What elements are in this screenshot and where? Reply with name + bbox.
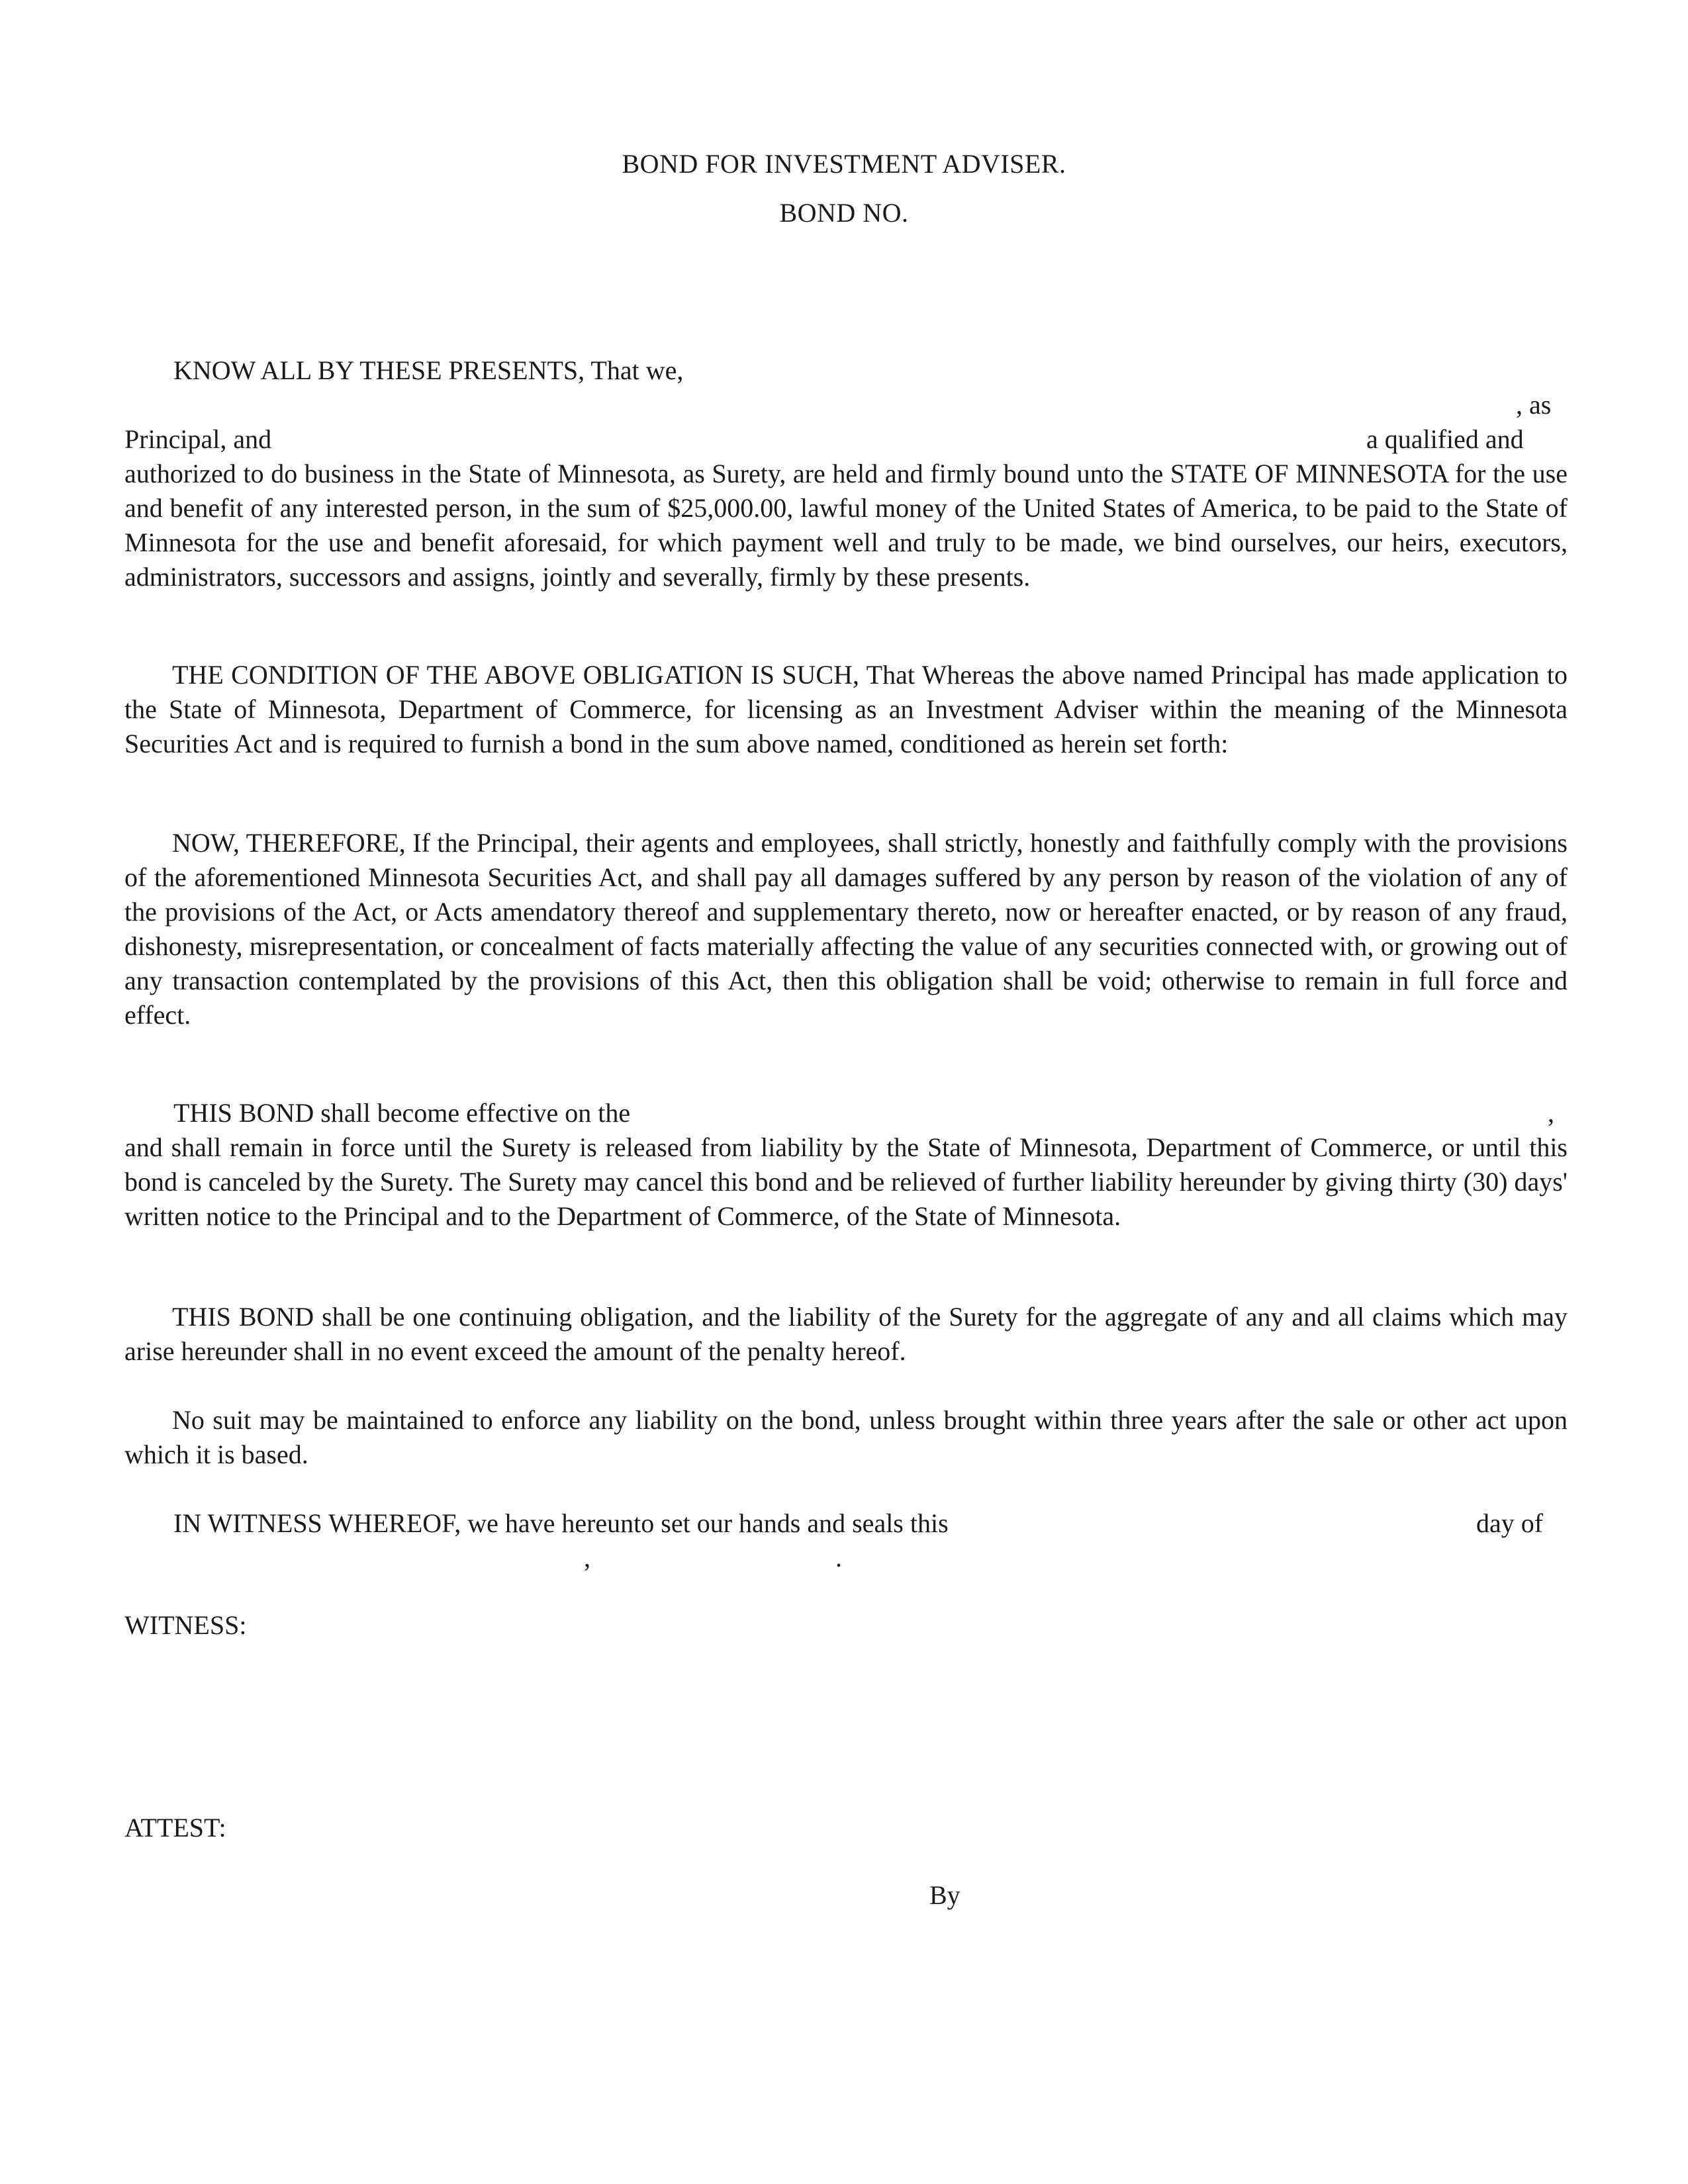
by-label: By — [929, 1880, 961, 1910]
now-therefore-text: NOW, THEREFORE, If the Principal, their agents and employees, shall strictly, honestly and faithfully comply with the provisions of the aforementioned Minnesota Securities Act, and shall pay all damages suffered by any person by reason of the violation of any of the provisions of the Act, or Acts amendatory thereof and supplementary thereto, now or hereafter enacted, or by reason of any fraud, dishonesty, misrepresentation, or concealment of facts materially affecting the value of any securities connected with, or growing out of any transaction contemplated by the provisions of this Act, then this obligation shall be void; otherwise to remain in full force and effect. — [124, 828, 1568, 1030]
effective-body-text: and shall remain in force until the Surety is released from liability by the State of Minnesota, Department of Commerce, or until this bond is canceled by the Surety. The Surety may cancel this bond and be relieved of further liability hereunder by giving thirty (30) days' written notice to the Principal and to the Department of Commerce, of the State of Minnesota. — [124, 1132, 1568, 1231]
continuing-paragraph — [124, 1300, 1568, 1369]
day-of-label: day of — [1476, 1508, 1544, 1538]
witness-whereof-opening: IN WITNESS WHEREOF, we have hereunto set our hands and seals this — [173, 1508, 949, 1538]
know-all-as: , as — [1516, 390, 1552, 420]
qualified-and-label: a qualified and — [1366, 424, 1524, 454]
bond-number-label: BOND NO. — [779, 198, 909, 228]
condition-text: THE CONDITION OF THE ABOVE OBLIGATION IS SUCH, That Whereas the above named Principal has made application to the State of Minnesota, Department of Commerce, for licensing as an Investment Adviser within the meaning of the Minnesota Securities Act and is required to furnish a bond in the sum above named, conditioned as herein set forth: — [124, 660, 1568, 758]
condition-paragraph — [124, 658, 1568, 761]
no-suit-paragraph — [124, 1403, 1568, 1472]
now-therefore-paragraph — [124, 826, 1568, 1032]
witness-label: WITNESS: — [124, 1610, 247, 1640]
attest-label: ATTEST: — [124, 1813, 226, 1843]
know-all-body — [124, 457, 1568, 594]
effective-comma: , — [1548, 1098, 1554, 1128]
document-title: BOND FOR INVESTMENT ADVISER. — [622, 149, 1066, 179]
date-comma: , — [584, 1543, 590, 1572]
effective-opening: THIS BOND shall become effective on the — [173, 1098, 631, 1128]
know-all-body-text: authorized to do business in the State of Minnesota, as Surety, are held and firmly bound unto the STATE OF MINNESOTA for the use and benefit of any interested person, in the sum of $25,000.00, lawful money of the United States of America, to be paid to the State of Minnesota for the use and benefit aforesaid, for which payment well and truly to be made, we bind ourselves, our heirs, executors, administrators, successors and assigns, jointly and severally, firmly by these presents. — [124, 459, 1568, 592]
no-suit-text: No suit may be maintained to enforce any liability on the bond, unless brought within three years after the sale or other act upon which it is based. — [124, 1405, 1568, 1469]
date-period: . — [835, 1543, 842, 1572]
principal-and-label: Principal, and — [124, 424, 272, 454]
know-all-opening: KNOW ALL BY THESE PRESENTS, That we, — [173, 355, 684, 385]
continuing-text: THIS BOND shall be one continuing obligation, and the liability of the Surety for the aggregate of any and all claims which may arise hereunder shall in no event exceed the amount of the penalty hereof. — [124, 1302, 1568, 1366]
effective-paragraph — [124, 1130, 1568, 1234]
